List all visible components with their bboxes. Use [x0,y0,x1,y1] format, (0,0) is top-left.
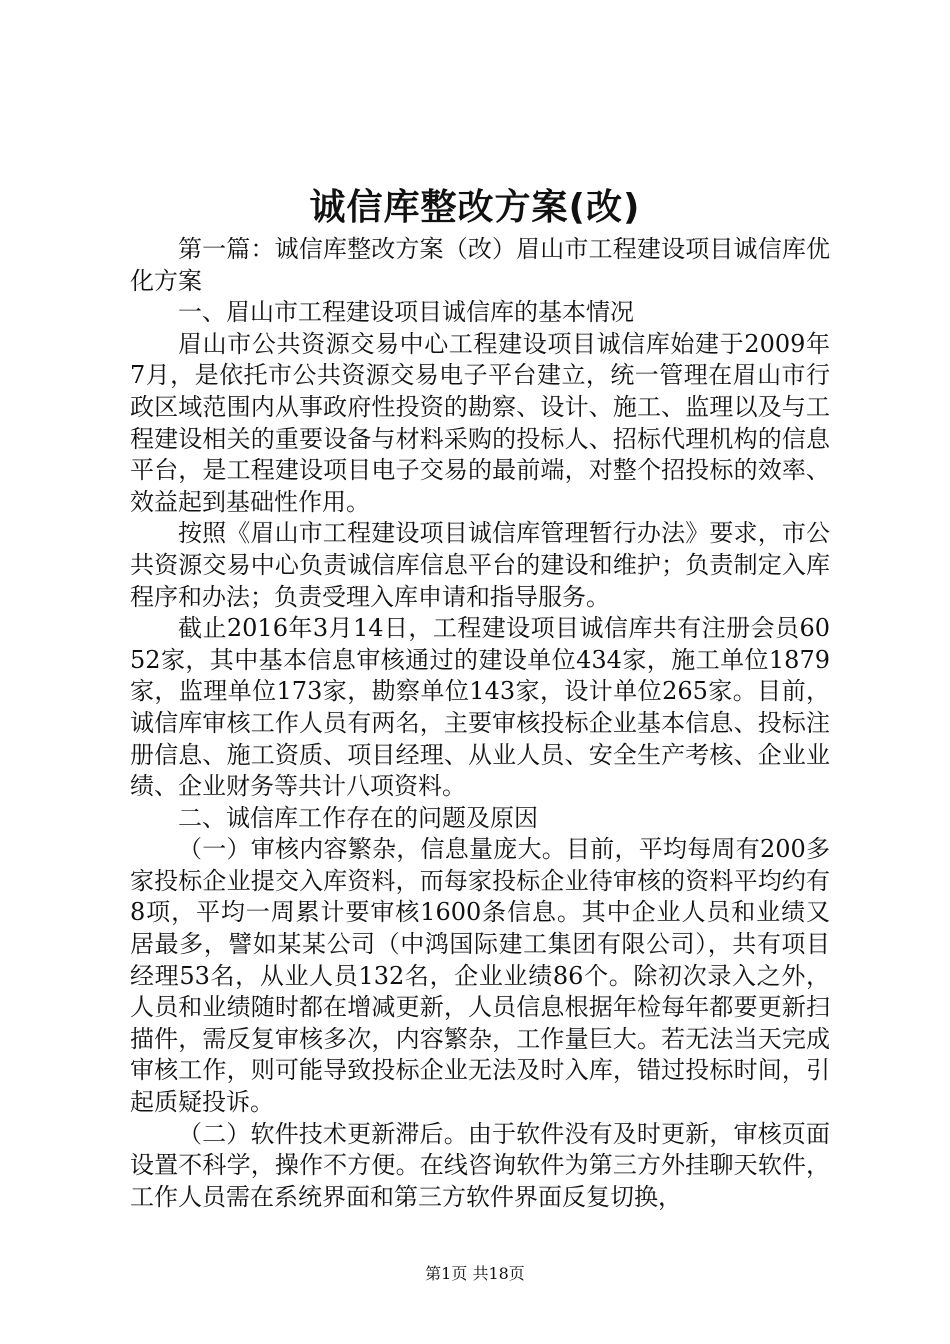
paragraph-section-1-heading: 一、眉山市工程建设项目诚信库的基本情况 [178,298,634,327]
paragraph-chapter-heading: 第一篇：诚信库整改方案（改）眉山市工程建设项目诚信库优化方案 [130,235,830,295]
paragraph-regulation: 按照《眉山市工程建设项目诚信库管理暂行办法》要求，市公共资源交易中心负责诚信库信息平台的建设和维护；负责制定入库程序和办法；负责受理入库申请和指导服务。 [130,519,830,611]
document-body [130,234,830,1213]
document-title: 诚信库整改方案(改) [309,187,641,228]
paragraph-statistics: 截止2016年3月14日，工程建设项目诚信库共有注册会员6052家，其中基本信息审核通过的建设单位434家，施工单位1879家，监理单位173家，勘察单位143家，设计单位265家。目前，诚信库审核工作人员有两名，主要审核投标企业基本信息、投标注册信息、施工资质、项目经理、从业人员、安全生产考核、企业业绩、企业财务等共计八项资料。 [130,614,830,801]
paragraph-background: 眉山市公共资源交易中心工程建设项目诚信库始建于2009年7月，是依托市公共资源交易电子平台建立，统一管理在眉山市行政区域范围内从事政府性投资的勘察、设计、施工、监理以及与工程建设相关的重要设备与材料采购的投标人、招标代理机构的信息平台，是工程建设项目电子交易的最前端，对整个招投标的效率、效益起到基础性作用。 [130,329,830,516]
paragraph-section-2-heading: 二、诚信库工作存在的问题及原因 [178,803,538,832]
paragraph-problem-2: （二）软件技术更新滞后。由于软件没有及时更新，审核页面设置不科学，操作不方便。在线咨询软件为第三方外挂聊天软件，工作人员需在系统界面和第三方软件界面反复切换， [130,1119,830,1211]
paragraph-problem-1: （一）审核内容繁杂，信息量庞大。目前，平均每周有200多家投标企业提交入库资料，而每家投标企业待审核的资料平均约有8项，平均一周累计要审核1600条信息。其中企业人员和业绩又居最多，譬如某某公司（中鸿国际建工集团有限公司），共有项目经理53名，从业人员132名，企业业绩86个。除初次录入之外，人员和业绩随时都在增减更新，人员信息根据年检每年都要更新扫描件，需反复审核多次，内容繁杂，工作量巨大。若无法当天完成审核工作，则可能导致投标企业无法及时入库，错过投标时间，引起质疑投诉。 [130,835,830,1117]
page-footer: 第1页 共18页 [425,1264,525,1283]
